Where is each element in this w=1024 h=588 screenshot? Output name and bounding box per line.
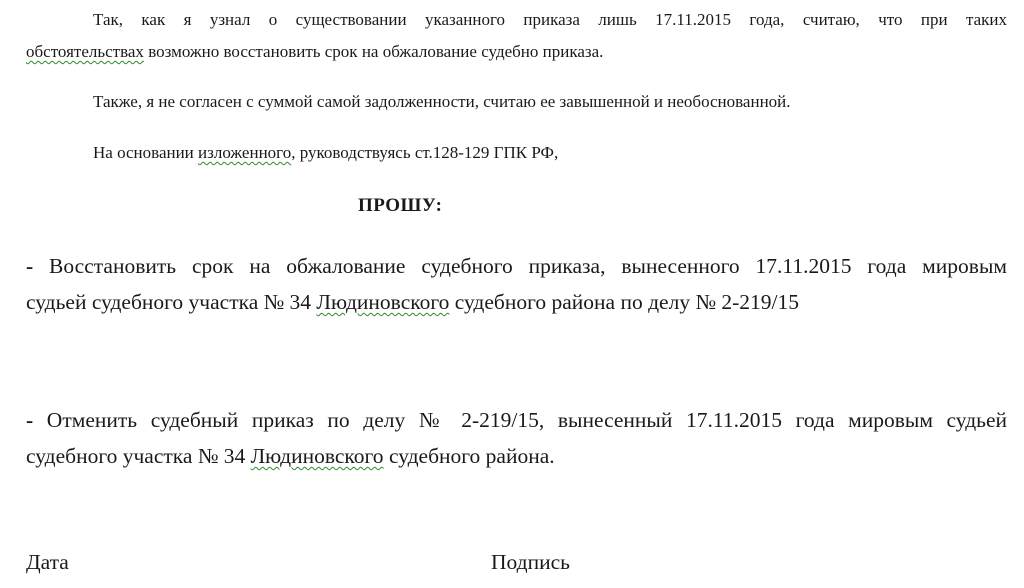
request-1-line-1-text: Восстановить срок на обжалование судебного приказа, вынесенного 17.11.2015 года мировым xyxy=(33,254,1007,278)
spellcheck-word: Людиновского xyxy=(250,444,384,468)
paragraph-1-line-1: Так, как я узнал о существовании указанного приказа лишь 17.11.2015 года, считаю, что при таких xyxy=(93,10,1007,29)
request-1-line-2-before: судьей судебного участка № 34 xyxy=(26,290,317,314)
paragraph-3-text-before: На основании xyxy=(93,143,199,162)
request-1-dash: - xyxy=(26,254,34,278)
request-1-line-2-after: судебного района по делу № 2-219/15 xyxy=(449,290,799,314)
paragraph-1-line-2 xyxy=(26,43,603,60)
request-2-line-2-after: судебного района. xyxy=(383,444,555,468)
request-2-line-2 xyxy=(26,446,555,468)
request-2-line-1 xyxy=(26,410,1007,432)
date-label: Дата xyxy=(26,550,69,574)
spellcheck-word: изложенного xyxy=(198,143,292,162)
paragraph-3-text-after: , руководствуясь ст.128-129 ГПК РФ, xyxy=(291,143,559,162)
request-1-line-2 xyxy=(26,292,799,314)
request-1-line-1 xyxy=(26,256,1007,278)
request-2-line-2-before: судебного участка № 34 xyxy=(26,444,251,468)
spellcheck-word: обстоятельствах xyxy=(26,42,144,61)
request-heading: ПРОШУ: xyxy=(358,195,443,216)
paragraph-3-line-1 xyxy=(93,144,558,161)
request-2-dash: - xyxy=(26,408,34,432)
request-2-line-1-text: Отменить судебный приказ по делу № 2-219/15, вынесенный 17.11.2015 года мировым судьей xyxy=(33,408,1007,432)
spellcheck-word: Людиновского xyxy=(316,290,450,314)
signature-label: Подпись xyxy=(491,550,570,574)
paragraph-1-line-2-text: возможно восстановить срок на обжалование судебно приказа. xyxy=(143,42,604,61)
paragraph-2-line-1: Также, я не согласен с суммой самой задолженности, считаю ее завышенной и необоснованной. xyxy=(93,92,791,111)
